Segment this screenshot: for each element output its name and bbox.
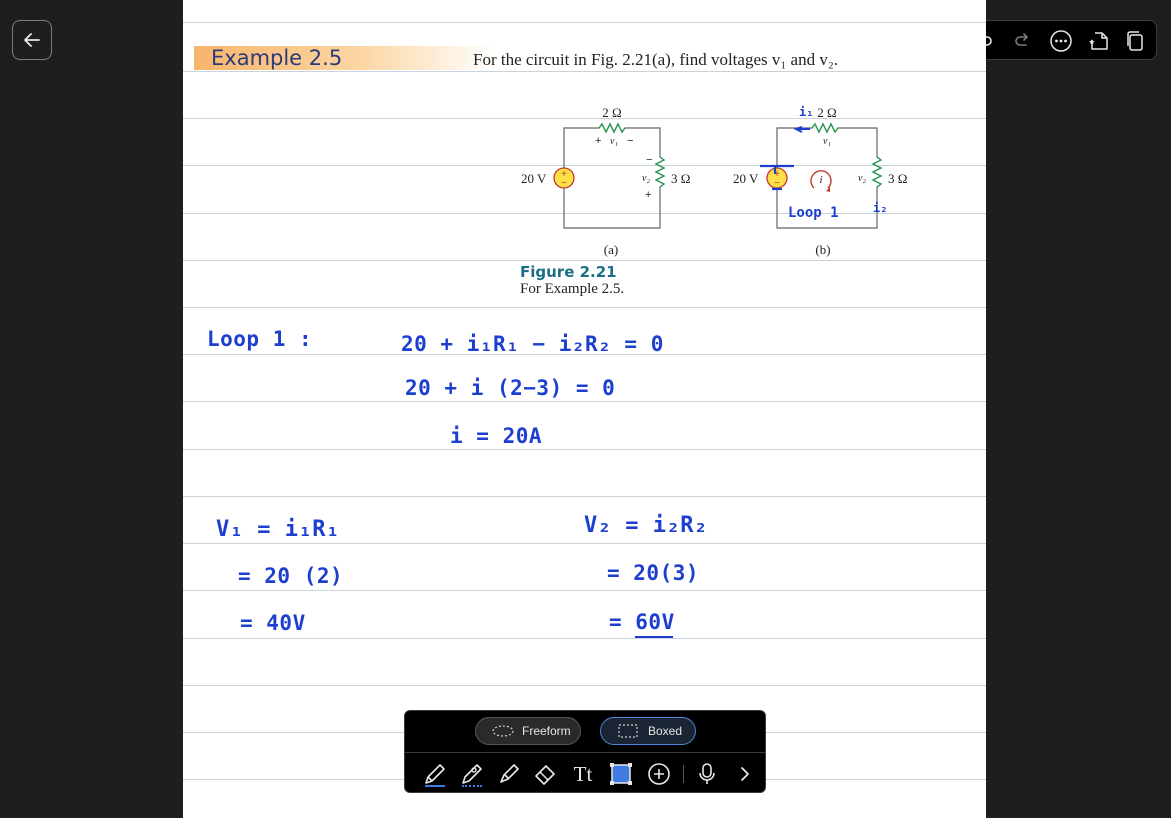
hw-loop-label: Loop 1 bbox=[788, 205, 839, 221]
toolbar-divider bbox=[405, 752, 765, 753]
circuit-b-r1-label: 2 Ω bbox=[817, 105, 837, 120]
arrow-left-icon bbox=[22, 30, 42, 50]
box-select-icon bbox=[618, 724, 638, 738]
notebook-page[interactable] bbox=[183, 0, 986, 818]
highlighter-icon[interactable] bbox=[495, 761, 523, 787]
circuit-a-r1-label: 2 Ω bbox=[602, 105, 622, 120]
svg-text:v₁: v₁ bbox=[823, 136, 831, 147]
ruled-line bbox=[183, 307, 986, 308]
text-icon[interactable] bbox=[569, 761, 597, 787]
circuit-b-sublabel: (b) bbox=[815, 242, 831, 257]
circuit-b-r2-label: 3 Ω bbox=[888, 171, 908, 186]
add-icon[interactable] bbox=[645, 761, 673, 787]
circuit-a-source-label: 20 V bbox=[521, 171, 547, 186]
svg-text:−: − bbox=[627, 135, 634, 147]
svg-text:v₁: v₁ bbox=[610, 136, 618, 147]
svg-text:v₂: v₂ bbox=[642, 173, 650, 184]
ruled-line bbox=[183, 590, 986, 591]
hw-v1-line-1[interactable]: V₁ = i₁R₁ bbox=[216, 517, 340, 542]
chevron-right-icon[interactable] bbox=[731, 761, 759, 787]
svg-text:+: + bbox=[595, 135, 602, 147]
freeform-mode-button[interactable] bbox=[475, 717, 581, 745]
svg-text:+: + bbox=[774, 169, 780, 180]
ruled-line bbox=[183, 401, 986, 402]
svg-text:−: − bbox=[561, 178, 567, 189]
example-label: Example 2.5 bbox=[211, 46, 343, 70]
microphone-icon[interactable] bbox=[693, 761, 721, 787]
circuit-a bbox=[513, 99, 703, 259]
hw-v2-line-2[interactable]: = 20(3) bbox=[607, 561, 700, 585]
hw-equation-2[interactable]: 20 + i (2−3) = 0 bbox=[405, 376, 616, 400]
pen-active-indicator bbox=[425, 785, 445, 787]
toolbar-separator bbox=[683, 765, 684, 783]
hw-underline bbox=[635, 636, 673, 638]
pasted-textbook-image[interactable] bbox=[183, 9, 986, 299]
hw-v2-line-3[interactable]: = 60V bbox=[609, 610, 675, 634]
lasso-select-icon[interactable] bbox=[607, 761, 635, 787]
svg-text:i: i bbox=[819, 174, 823, 186]
top-toolbar bbox=[960, 20, 1157, 60]
hw-v1-line-2[interactable]: = 20 (2) bbox=[238, 564, 344, 588]
ruled-line bbox=[183, 449, 986, 450]
figure-title: Figure 2.21 bbox=[520, 263, 617, 281]
hw-v2-line-1[interactable]: V₂ = i₂R₂ bbox=[584, 513, 708, 538]
svg-text:+: + bbox=[561, 169, 567, 180]
boxed-label: Boxed bbox=[648, 724, 683, 738]
pen-icon[interactable] bbox=[421, 761, 449, 787]
copy-icon[interactable] bbox=[1123, 29, 1147, 53]
freeform-label: Freeform bbox=[522, 724, 571, 738]
pen-toolbar bbox=[404, 710, 766, 793]
boxed-mode-button[interactable] bbox=[600, 717, 696, 745]
ruled-line bbox=[183, 543, 986, 544]
more-icon[interactable] bbox=[1049, 29, 1073, 53]
text-tool-label: Tt bbox=[573, 761, 593, 786]
ruled-line bbox=[183, 685, 986, 686]
eraser-icon[interactable] bbox=[532, 761, 560, 787]
circuit-b-source-label: 20 V bbox=[733, 171, 759, 186]
ruled-line bbox=[183, 496, 986, 497]
svg-text:−: − bbox=[774, 178, 780, 189]
circuit-a-r2-label: 3 Ω bbox=[671, 171, 691, 186]
pencil-icon[interactable] bbox=[458, 761, 486, 787]
hw-equation-3[interactable]: i = 20A bbox=[450, 424, 543, 448]
circuit-a-sublabel: (a) bbox=[603, 242, 619, 257]
back-button[interactable] bbox=[12, 20, 52, 60]
lasso-icon bbox=[492, 724, 514, 738]
hw-i1-label: i₁ bbox=[799, 105, 814, 119]
hw-equation-1[interactable]: 20 + i₁R₁ − i₂R₂ = 0 bbox=[401, 332, 664, 356]
hw-loop-label-main[interactable]: Loop 1 : bbox=[207, 327, 313, 351]
circuit-b bbox=[728, 99, 918, 259]
svg-text:v₂: v₂ bbox=[858, 173, 866, 184]
svg-text:+: + bbox=[645, 189, 652, 201]
hw-i2-label: i₂ bbox=[873, 201, 888, 215]
redo-icon[interactable] bbox=[1010, 29, 1034, 53]
export-icon[interactable] bbox=[1087, 29, 1111, 53]
svg-text:−: − bbox=[646, 154, 653, 166]
pencil-dotted-indicator bbox=[462, 785, 482, 787]
figure-caption: For Example 2.5. bbox=[520, 281, 625, 297]
hw-v1-line-3[interactable]: = 40V bbox=[240, 611, 306, 635]
ruled-line bbox=[183, 638, 986, 639]
problem-text: For the circuit in Fig. 2.21(a), find voltages v₁ and v₂. bbox=[473, 50, 839, 69]
